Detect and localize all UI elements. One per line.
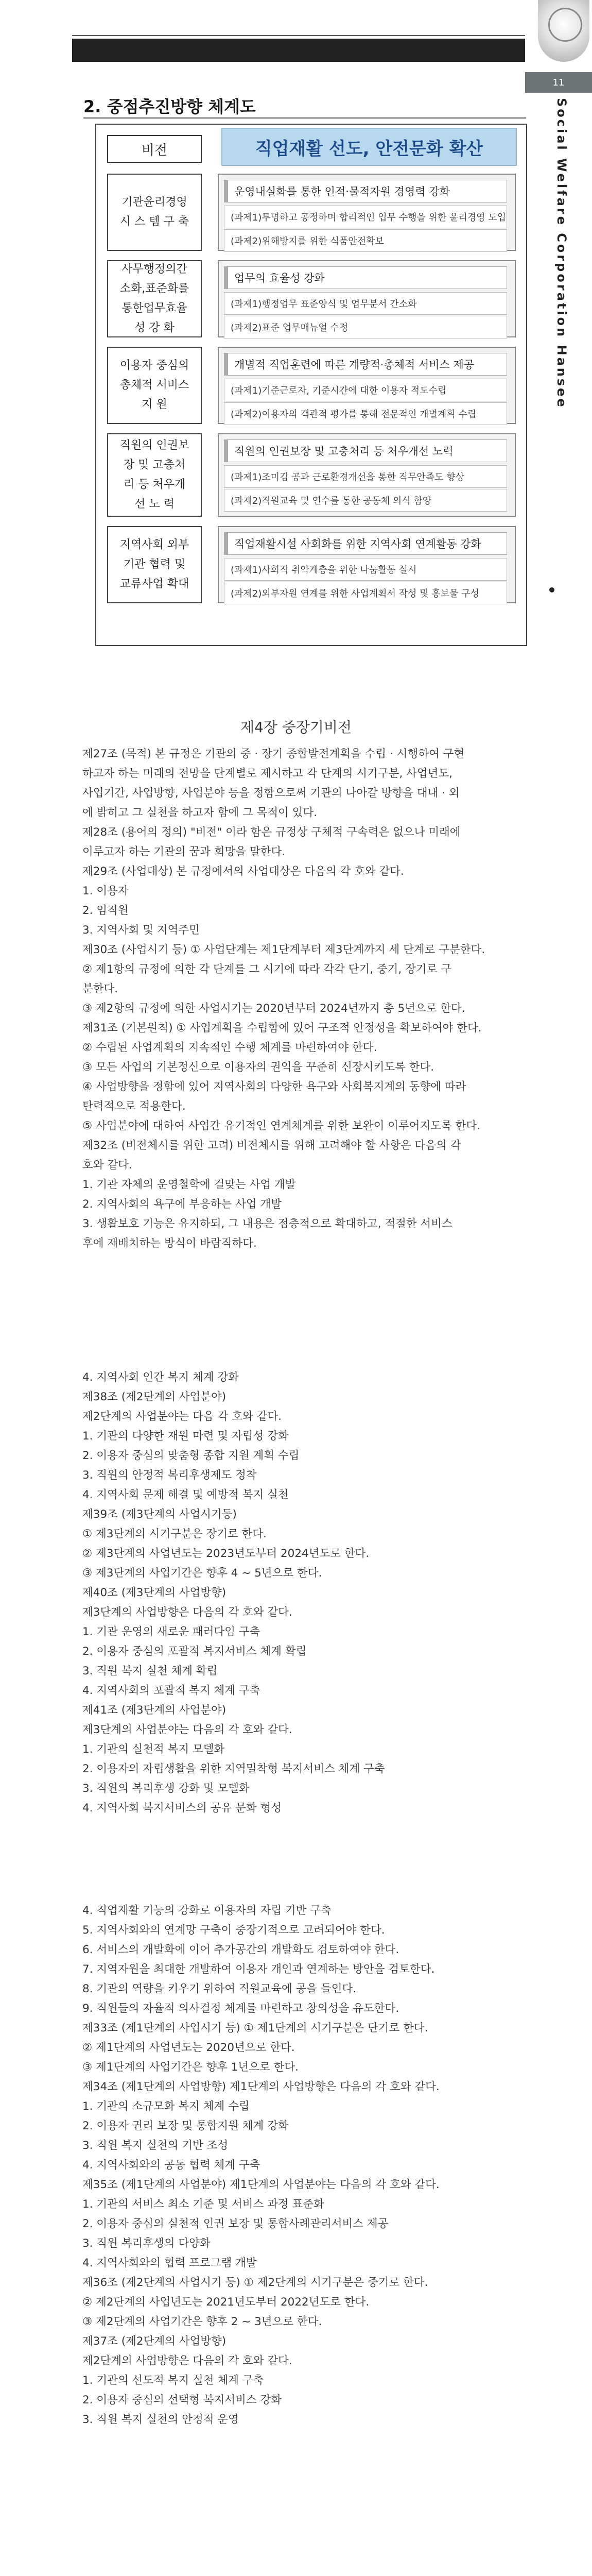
text-line: 2. 이용자 중심의 실천적 인권 보장 및 통합사례관리서비스 제공: [82, 2217, 389, 2230]
diagram-row: [107, 433, 515, 517]
text-line: 분한다.: [82, 982, 118, 995]
text-line: 4. 지역사회 문제 해결 및 예방적 복지 실천: [82, 1488, 289, 1501]
text-line: 4. 직업재활 기능의 강화로 이용자의 자립 기반 구축: [82, 1904, 332, 1917]
text-line: 탄력적으로 적용한다.: [82, 1100, 186, 1113]
section-title-rule: [83, 117, 526, 118]
goal-label: [107, 433, 202, 517]
strategy-box: 업무의 효율성 강화: [224, 266, 507, 289]
strategy-box: 직업재활시설 사회화를 위한 지역사회 연계활동 강화: [224, 532, 507, 555]
text-line: 제2단계의 사업분야는 다음 각 호와 같다.: [82, 1410, 282, 1423]
text-line: ② 제1항의 규정에 의한 각 단계를 그 시기에 따라 각각 단기, 중기, 장기로 구: [82, 963, 452, 976]
text-line: 제2단계의 사업방향은 다음의 각 호와 같다.: [82, 2354, 292, 2367]
text-line: 하고자 하는 미래의 전망을 단계별로 제시하고 각 단계의 시기구분, 사업년도,: [82, 767, 453, 780]
task-box: (과제1)조미김 공과 근로환경개선을 통한 직무안족도 향상: [224, 465, 507, 488]
text-line: 3. 직원 복지 실천의 안정적 운영: [82, 2413, 239, 2426]
text-line: ⑤ 사업분야에 대하여 사업간 유기적인 연계체계를 위한 보완이 이루어지도록 한다.: [82, 1120, 480, 1132]
text-line: 제37조 (제2단계의 사업방향): [82, 2335, 227, 2348]
section-title: 2. 중점추진방향 체계도: [83, 97, 256, 116]
text-line: 제29조 (사업대상) 본 규정에서의 사업대상은 다음의 각 호와 같다.: [82, 865, 404, 878]
text-line: 2. 이용자 중심의 선택형 복지서비스 강화: [82, 2394, 282, 2406]
text-block-2: [82, 1368, 556, 1818]
text-line: 제30조 (사업시기 등) ① 사업단계는 제1단계부터 제3단계까지 세 단계로 구분한다.: [82, 943, 485, 956]
text-line: 1. 기관의 서비스 최소 기준 및 서비스 과정 표준화: [82, 2198, 324, 2211]
text-line: 2. 이용자 중심의 맞춤형 종합 지원 계획 수립: [82, 1449, 300, 1462]
task-box: (과제2)직원교육 및 연수를 통한 공동체 의식 함양: [224, 489, 507, 512]
text-line: 7. 지역자원을 최대한 개발하여 이용자 개인과 연계하는 방안을 검토한다.: [82, 1963, 435, 1976]
task-box: (과제2)위해방지를 위한 식품안전확보: [224, 229, 507, 252]
goal-label-line: 소화,표준화를: [119, 282, 189, 295]
text-line: 4. 지역사회와의 협력 프로그램 개발: [82, 2257, 257, 2269]
text-line: 2. 지역사회의 욕구에 부응하는 사업 개발: [82, 1198, 282, 1211]
text-line: 5. 지역사회와의 연계망 구축이 중장기적으로 고려되어야 한다.: [82, 1924, 385, 1937]
goal-label: [107, 526, 202, 603]
strategy-panel: [218, 433, 516, 517]
page-number: 11: [525, 72, 592, 93]
task-box: (과제2)이용자의 객관적 평가를 통해 전문적인 개별계획 수립: [224, 402, 507, 425]
text-line: 4. 지역사회 복지서비스의 공유 문화 형성: [82, 1802, 282, 1815]
text-line: 1. 기관의 선도적 복지 실천 체계 구축: [82, 2374, 264, 2387]
text-line: 1. 기관 운영의 새로운 패러다임 구축: [82, 1625, 260, 1638]
text-line: 호와 같다.: [82, 1159, 132, 1172]
strategy-box: 개별적 직업훈련에 따른 계량적·총체적 서비스 제공: [224, 353, 507, 376]
text-line: 3. 직원의 안정적 복리후생제도 정착: [82, 1469, 257, 1482]
text-line: ② 제2단계의 사업년도는 2021년도부터 2022년도로 한다.: [82, 2296, 370, 2309]
chapter-title: 제4장 중장기비전: [240, 719, 352, 736]
text-line: 6. 서비스의 개발화에 이어 추가공간의 개발화도 검토하여야 한다.: [82, 1943, 399, 1956]
text-line: ③ 제3단계의 사업기간은 향후 4 ~ 5년으로 한다.: [82, 1567, 322, 1580]
diagram-row: [107, 526, 515, 603]
goal-label: [107, 174, 202, 251]
goal-label-line: 통한업무효율: [121, 302, 187, 315]
emblem-ring-icon: [548, 8, 582, 42]
strategy-panel: [218, 174, 516, 251]
goal-label: [107, 260, 202, 337]
text-line: 1. 기관의 다양한 재원 마련 및 자립성 강화: [82, 1430, 289, 1443]
text-line: 3. 직원 복리후생의 다양화: [82, 2237, 211, 2250]
text-line: 이루고자 하는 기관의 꿈과 희망을 말한다.: [82, 845, 286, 858]
text-line: 제35조 (제1단계의 사업분야) 제1단계의 사업분야는 다음의 각 호와 같다.: [82, 2178, 440, 2191]
text-line: 제38조 (제2단계의 사업분야): [82, 1391, 227, 1403]
text-line: 1. 기관의 실천적 복지 모델화: [82, 1743, 225, 1756]
text-line: 제41조 (제3단계의 사업분야): [82, 1704, 227, 1717]
text-block-1: [82, 744, 556, 1253]
text-line: 제33조 (제1단계의 사업시기 등) ① 제1단계의 시기구분은 단기로 한다.: [82, 2022, 428, 2035]
goal-label: [107, 347, 202, 424]
goal-label-line: 시 스 템 구 축: [119, 215, 189, 228]
text-line: 3. 직원의 복리후생 강화 및 모델화: [82, 1782, 250, 1795]
goal-label-line: 교류사업 확대: [119, 578, 189, 590]
text-line: 제34조 (제1단계의 사업방향) 제1단계의 사업방향은 다음의 각 호와 같다.: [82, 2080, 440, 2093]
scanned-page: [72, 0, 592, 662]
text-line: ③ 모든 사업의 기본정신으로 이용자의 권익을 꾸준히 신장시키도록 한다.: [82, 1061, 434, 1074]
goal-label-line: 성 강 화: [134, 321, 175, 334]
text-line: ③ 제1단계의 사업기간은 향후 1년으로 한다.: [82, 2061, 299, 2074]
header-rule: [72, 35, 525, 36]
text-line: 2. 이용자 중심의 포괄적 복지서비스 체계 확립: [82, 1645, 307, 1658]
vision-label: 비전: [107, 135, 202, 163]
header-bar: [72, 39, 525, 62]
text-line: 제32조 (비전체시를 위한 고려) 비전체시를 위해 고려해야 할 사항은 다음의 각: [82, 1139, 461, 1152]
text-line: 1. 기관 자체의 운영철학에 걸맞는 사업 개발: [82, 1178, 296, 1191]
strategy-box: 운영내실화를 통한 인적·물적자원 경영력 강화: [224, 180, 507, 202]
goal-label-line: 장 및 고충처: [123, 459, 186, 471]
task-box: (과제2)표준 업무매뉴얼 수정: [224, 316, 507, 338]
text-line: ③ 제2항의 규정에 의한 사업시기는 2020년부터 2024년까지 총 5년으로 한다.: [82, 1002, 465, 1015]
side-title: Social Welfare Corporation Hansee: [554, 98, 569, 409]
text-line: ② 제3단계의 사업년도는 2023년도부터 2024년도로 한다.: [82, 1547, 370, 1560]
goal-label-line: 총체적 서비스: [119, 379, 189, 392]
text-line: 제31조 (기본원칙) ① 사업계획을 수립함에 있어 구조적 안정성을 확보하여야 한다.: [82, 1022, 482, 1035]
text-line: 9. 직원들의 자율적 의사결정 체계를 마련하고 창의성을 유도한다.: [82, 2002, 399, 2015]
text-line: 3. 지역사회 및 지역주민: [82, 924, 200, 937]
strategy-box: 직원의 인권보장 및 고충처리 등 처우개선 노력: [224, 439, 507, 462]
diagram-row: [107, 174, 515, 251]
text-line: 4. 지역사회 인간 복지 체계 강화: [82, 1371, 239, 1384]
side-bullet-icon: [549, 587, 554, 592]
text-line: 1. 이용자: [82, 885, 129, 897]
text-line: 제27조 (목적) 본 규정은 기관의 중 · 장기 종합발전계획을 수립 · 시행하여 구현: [82, 748, 465, 760]
text-line: ④ 사업방향을 정함에 있어 지역사회의 다양한 욕구와 사회복지계의 동향에 따라: [82, 1080, 466, 1093]
text-line: 후에 재배치하는 방식이 바람직하다.: [82, 1237, 257, 1250]
goal-label-line: 직원의 인권보: [119, 439, 189, 452]
text-line: ① 제3단계의 시기구분은 장기로 한다.: [82, 1528, 267, 1540]
goal-label-line: 기관 협력 및: [123, 558, 186, 571]
text-line: ② 수립된 사업계획의 지속적인 수행 체계를 마련하여야 한다.: [82, 1041, 377, 1054]
text-line: 3. 직원 복지 실천 체계 확립: [82, 1665, 218, 1677]
text-line: 제3단계의 사업방향은 다음의 각 호와 같다.: [82, 1606, 292, 1619]
text-line: 3. 직원 복지 실천의 기반 조성: [82, 2139, 229, 2152]
strategy-panel: [218, 526, 516, 603]
goal-label-line: 기관윤리경영: [121, 196, 187, 209]
text-line: 2. 이용자 권리 보장 및 통합지원 체계 강화: [82, 2120, 289, 2132]
diagram-row: [107, 347, 515, 424]
text-line: ② 제1단계의 사업년도는 2020년으로 한다.: [82, 2041, 295, 2054]
task-box: (과제1)기준근로자, 기준시간에 대한 이용자 적도수립: [224, 379, 507, 401]
text-block-3: [82, 1901, 556, 2430]
strategy-panel: [218, 260, 516, 337]
task-box: (과제1)사회적 취약계층을 위한 나눔활동 실시: [224, 558, 507, 581]
task-box: (과제1)행정업무 표준양식 및 업무분서 간소화: [224, 292, 507, 315]
text-line: 제3단계의 사업분야는 다음의 각 호와 같다.: [82, 1723, 292, 1736]
text-line: 4. 지역사회와의 공동 협력 체계 구축: [82, 2159, 260, 2172]
text-line: ③ 제2단계의 사업기간은 향후 2 ~ 3년으로 한다.: [82, 2315, 322, 2328]
text-line: 에 밝히고 그 실천을 하고자 함에 그 목적이 있다.: [82, 806, 318, 819]
text-line: 8. 기관의 역량을 키우기 위하여 직원교육에 공을 들인다.: [82, 1982, 357, 1995]
goal-label-line: 이용자 중심의: [119, 359, 189, 372]
goal-label-line: 리 등 처우개: [123, 478, 186, 491]
strategy-panel: [218, 347, 516, 424]
text-line: 제40조 (제3단계의 사업방향): [82, 1586, 227, 1599]
goal-label-line: 사무행정의간: [121, 263, 187, 276]
task-box: (과제2)외부자원 연계를 위한 사업계획서 작성 및 홍보물 구성: [224, 582, 507, 604]
text-line: 2. 이용자의 자립생활을 위한 지역밀착형 복지서비스 체계 구축: [82, 1762, 385, 1775]
goal-label-line: 지 원: [142, 398, 167, 411]
text-line: 3. 생활보호 기능은 유지하되, 그 내용은 점층적으로 확대하고, 적절한 서비스: [82, 1217, 452, 1230]
text-line: 제39조 (제3단계의 사업시기등): [82, 1508, 237, 1521]
text-line: 1. 기관의 소규모화 복지 체계 수립: [82, 2100, 250, 2113]
goal-label-line: 선 노 력: [134, 498, 175, 511]
task-box: (과제1)투명하고 공정하며 합리적인 업무 수행을 위한 윤리경영 도입: [224, 206, 507, 228]
vision-banner: 직업재활 선도, 안전문화 확산: [221, 128, 517, 166]
diagram-row: [107, 260, 515, 337]
text-line: 제28조 (용어의 정의) "비전" 이라 함은 규정상 구체적 구속력은 없으나 미래에: [82, 826, 461, 839]
text-line: 제36조 (제2단계의 사업시기 등) ① 제2단계의 시기구분은 중기로 한다.: [82, 2276, 428, 2289]
text-line: 4. 지역사회의 포괄적 복지 체계 구축: [82, 1684, 260, 1697]
goal-label-line: 지역사회 외부: [119, 538, 189, 551]
text-line: 사업기간, 사업방향, 사업분야 등을 정함으로써 기관의 나아갈 방향을 대내 · 외: [82, 787, 460, 800]
text-line: 2. 임직원: [82, 904, 129, 917]
